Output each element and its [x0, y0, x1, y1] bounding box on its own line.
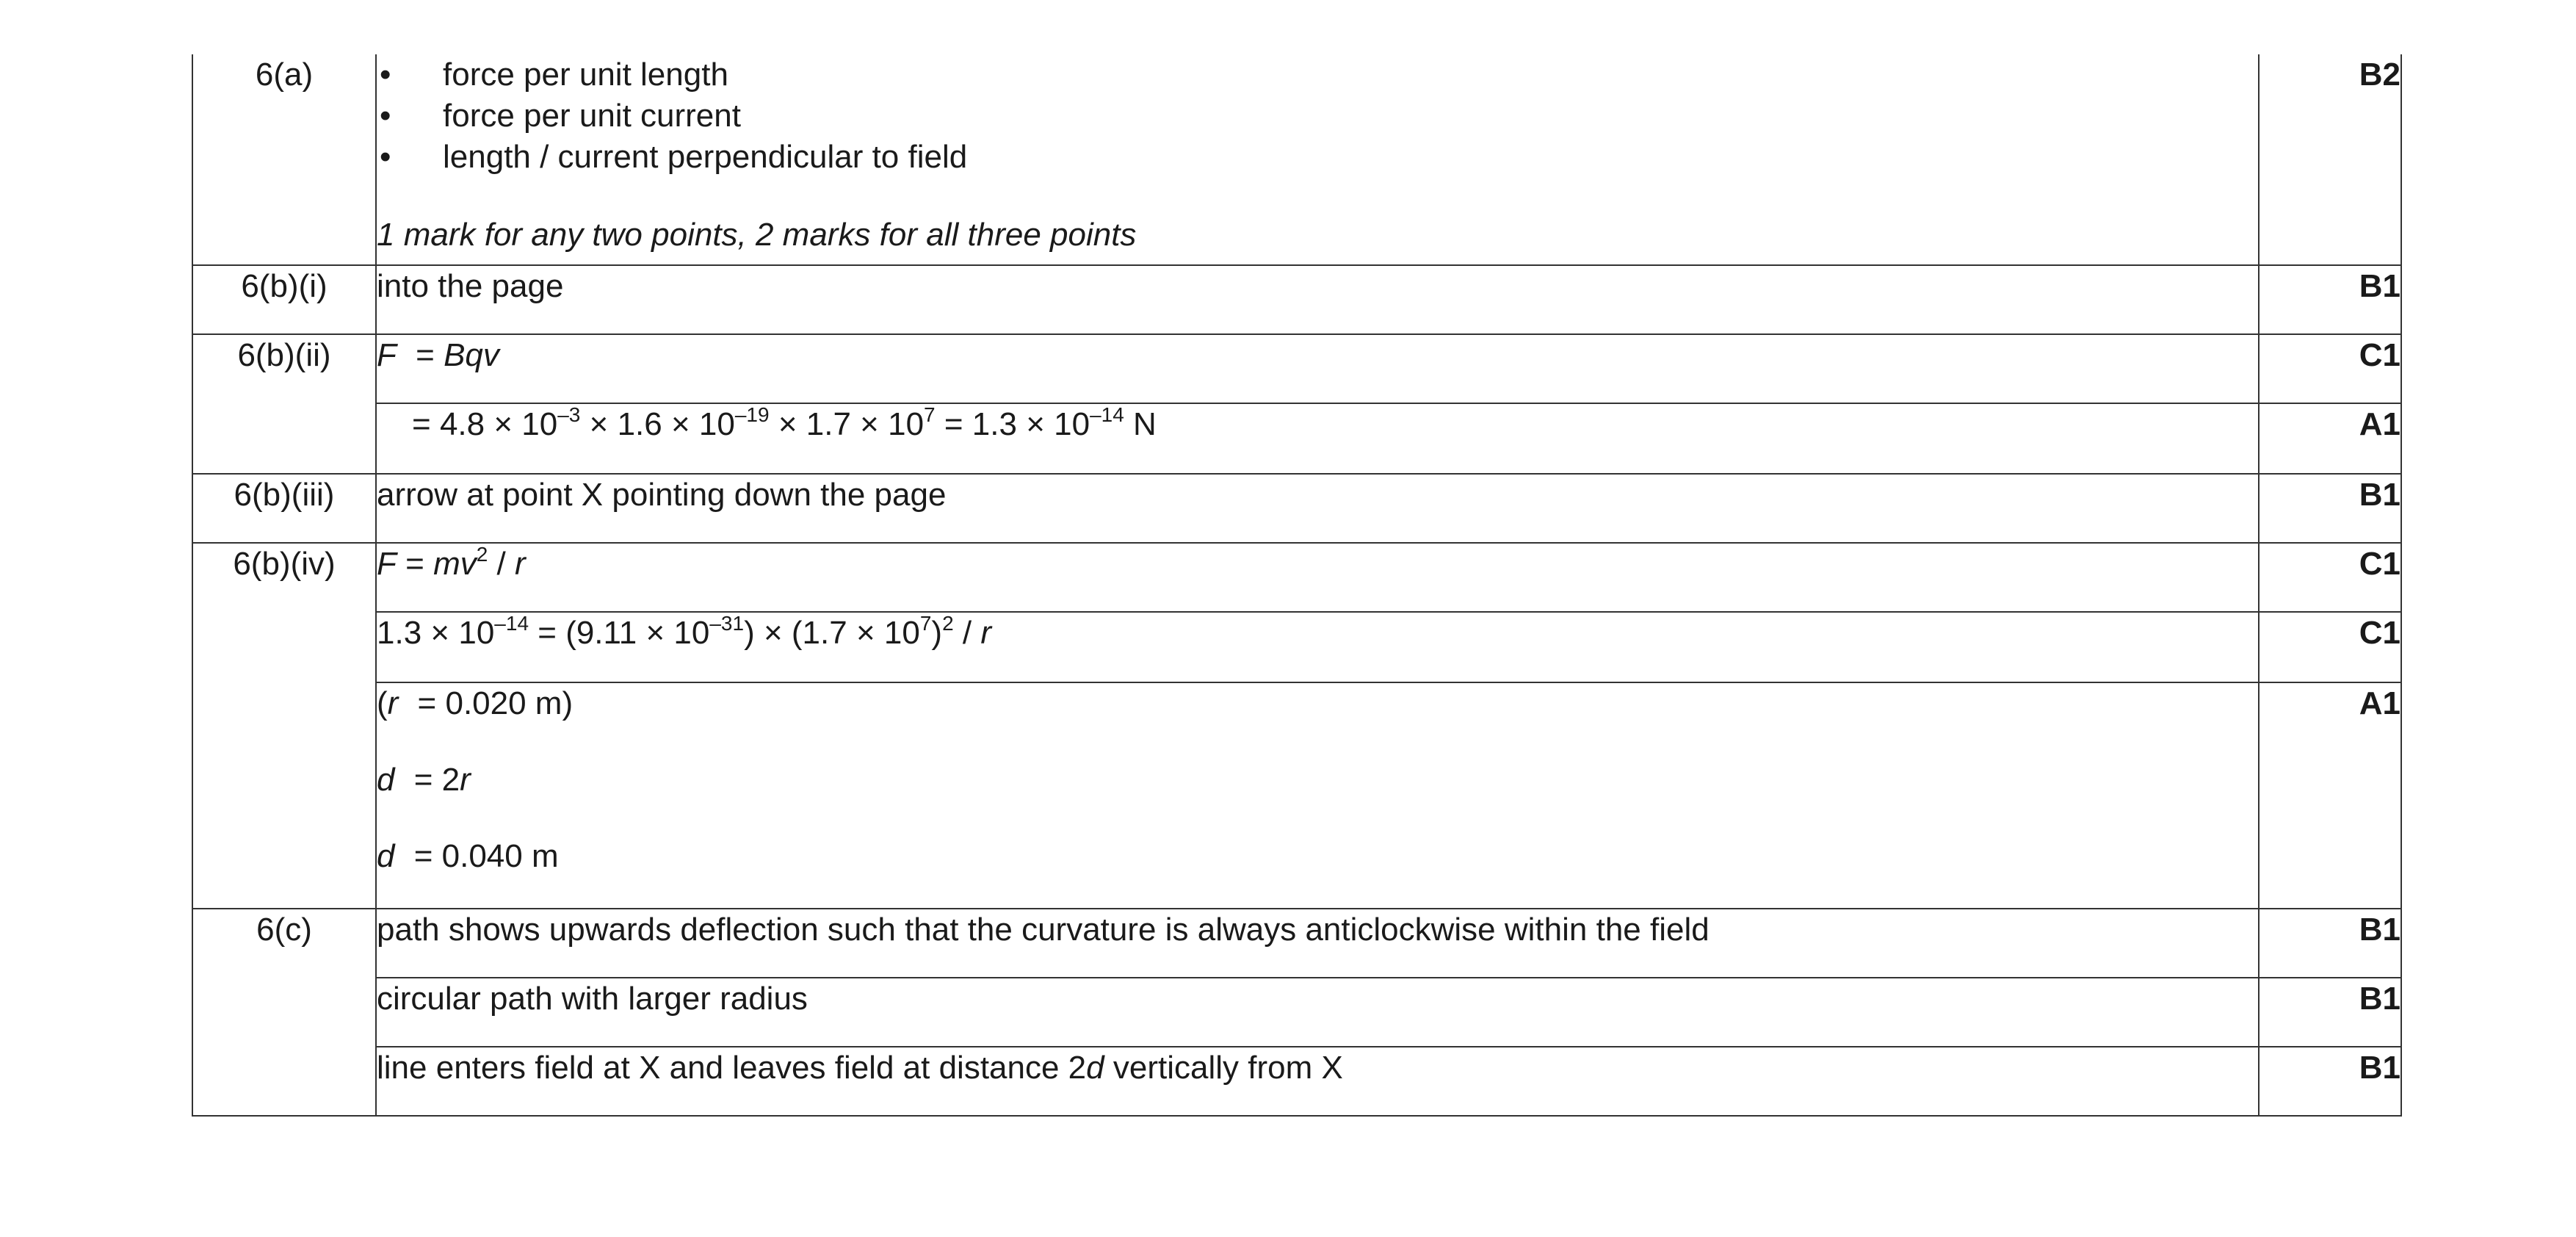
mark-cell: B1 — [2259, 1047, 2401, 1116]
mark-scheme-table — [192, 54, 2402, 1117]
bullet-icon: • — [380, 98, 391, 134]
question-number: 6(b)(iii) — [192, 474, 376, 543]
row-6biii — [192, 474, 2401, 543]
marking-note: 1 mark for any two points, 2 marks for all three points — [377, 217, 1137, 253]
answer-cell: $1.3 \times 10^{-14} = (9.11 \times 10^{-31}) \times (1.7 \times 10^7)^2 / r$ — [376, 612, 2259, 682]
mark-cell: B1 — [2259, 909, 2401, 978]
answer-cell: F = Bqv — [376, 334, 2259, 403]
question-number: 6(b)(ii) — [192, 334, 376, 474]
row-6c-line2 — [192, 978, 2401, 1047]
mark-cell: C1 — [2259, 334, 2401, 403]
answer-cell: = $4.8 \times 10^{-3} \times 1.6 \times 10^{-19} \times 1.7 \times 10^7 = 1.3 \times 10^{-14}$ N — [376, 403, 2259, 474]
answer-cell — [376, 682, 2259, 909]
mark-cell: A1 — [2259, 403, 2401, 474]
answer-cell: path shows upwards deflection such that the curvature is always anticlockwise within the field — [376, 909, 2259, 978]
mark-cell: C1 — [2259, 543, 2401, 612]
list-item: • length / current perpendicular to field — [377, 137, 2258, 178]
question-number: 6(c) — [192, 909, 376, 1116]
row-6biv-line1 — [192, 543, 2401, 612]
row-6bii-line1 — [192, 334, 2401, 403]
question-number: 6(a) — [192, 54, 376, 265]
working-line: d = 0.040 m — [377, 838, 559, 874]
question-number: 6(b)(iv) — [192, 543, 376, 909]
mark-cell: B1 — [2259, 265, 2401, 334]
bullet-icon: • — [380, 57, 391, 93]
answer-cell: line enters field at X and leaves field at distance 2d vertically from X — [376, 1047, 2259, 1116]
row-6bi — [192, 265, 2401, 334]
mark-cell: B1 — [2259, 978, 2401, 1047]
working-line: (r = 0.020 m) — [377, 685, 574, 721]
working-line: d = 2r — [377, 762, 471, 798]
answer-cell — [376, 54, 2259, 265]
mark-cell: B1 — [2259, 474, 2401, 543]
mark-cell: C1 — [2259, 612, 2401, 682]
answer-cell: circular path with larger radius — [376, 978, 2259, 1047]
bullet-icon: • — [380, 139, 391, 175]
answer-cell: into the page — [376, 265, 2259, 334]
bullet-list — [377, 54, 2258, 178]
list-item: • force per unit current — [377, 95, 2258, 137]
row-6bii-line2 — [192, 403, 2401, 474]
answer-cell: arrow at point X pointing down the page — [376, 474, 2259, 543]
answer-cell: $F = mv^2 / r$ — [376, 543, 2259, 612]
mark-cell: A1 — [2259, 682, 2401, 909]
mark-cell: B2 — [2259, 54, 2401, 265]
row-6a — [192, 54, 2401, 265]
row-6biv-line2 — [192, 612, 2401, 682]
question-number: 6(b)(i) — [192, 265, 376, 334]
row-6c-line1 — [192, 909, 2401, 978]
row-6c-line3 — [192, 1047, 2401, 1116]
list-item: • force per unit length — [377, 54, 2258, 95]
row-6biv-line3 — [192, 682, 2401, 909]
